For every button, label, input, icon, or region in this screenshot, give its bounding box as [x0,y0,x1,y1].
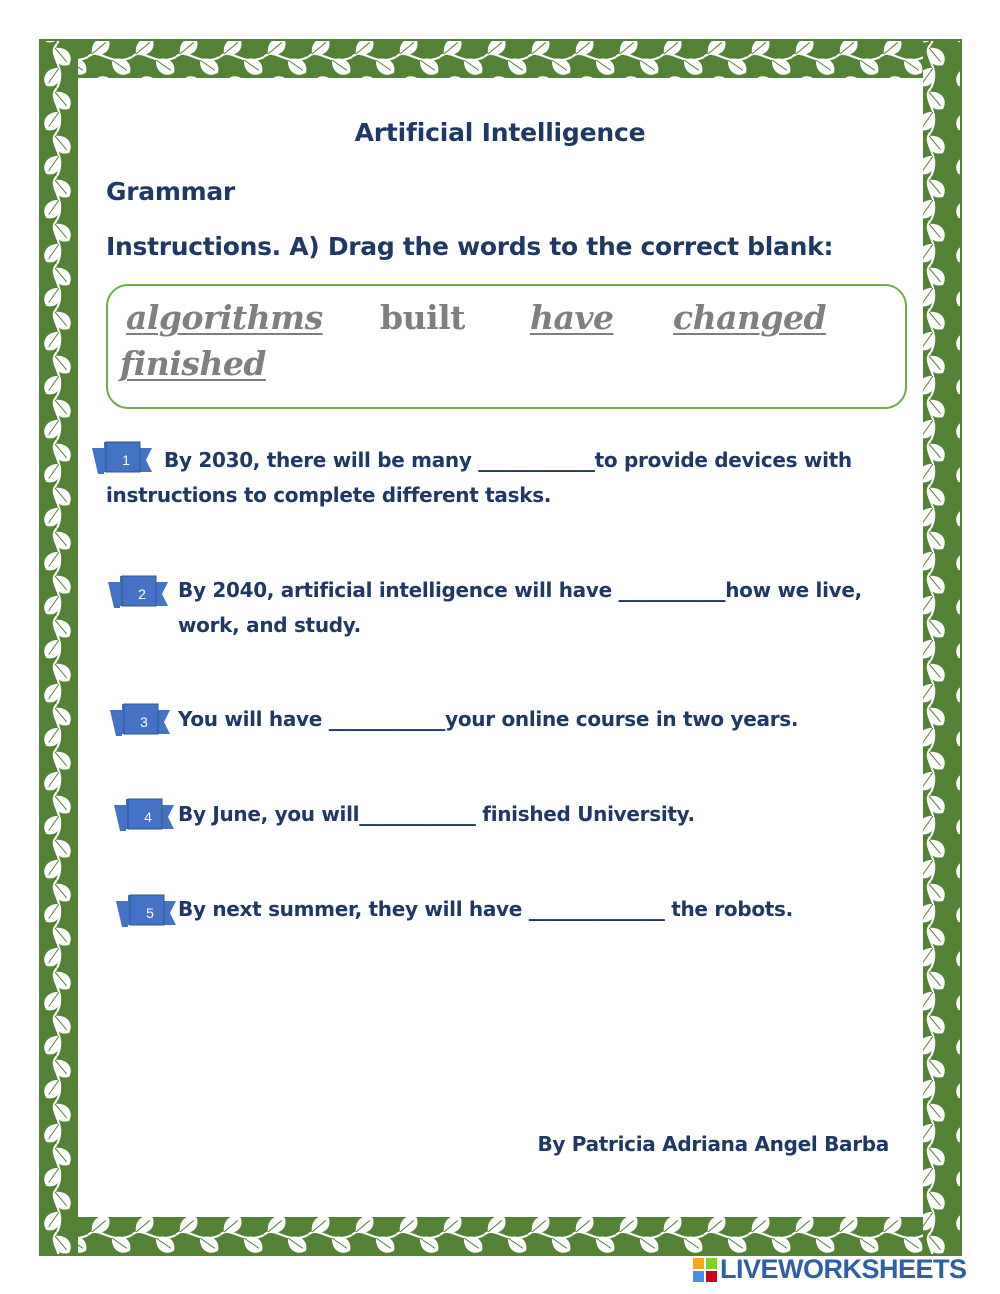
question-2-text-after: how we live, [725,578,862,602]
brand-name: LIVEWORKSHEETS [720,1254,967,1284]
question-number-badge [110,702,170,742]
question-3-line-1 [178,702,798,737]
instructions-text: Instructions. A) Drag the words to the correct blank: [106,232,834,261]
question-1-line-2: instructions to complete different tasks. [106,483,552,507]
question-number-badge [116,893,176,933]
section-heading: Grammar [106,177,235,206]
question-number: 3 [140,714,148,730]
author-credit: By Patricia Adriana Angel Barba [537,1132,889,1156]
draggable-word-algorithms[interactable]: algorithms [126,298,323,337]
question-5-line-1 [178,892,793,927]
question-1-text-after: to provide devices with [594,448,852,472]
question-4-text-after: finished University. [475,802,695,826]
question-1-line-1 [164,443,852,478]
question-5-text-after: the robots. [664,897,793,921]
question-3-text: You will have [178,707,329,731]
liveworksheets-branding[interactable] [692,1254,967,1285]
answer-blank-3[interactable]: ____________ [328,707,446,731]
question-4-line-1 [178,797,695,832]
question-number: 4 [144,809,152,825]
question-2-line-1 [178,573,862,608]
word-bank [106,284,907,409]
question-2-line-2: work, and study. [178,613,361,637]
draggable-word-changed[interactable]: changed [673,298,827,337]
question-number-badge [92,440,152,480]
liveworksheets-logo-icon [692,1257,718,1283]
question-number: 2 [138,586,146,602]
draggable-word-have[interactable]: have [530,298,614,337]
draggable-word-built[interactable]: built [380,298,465,337]
page-title: Artificial Intelligence [354,118,646,147]
answer-blank-2[interactable]: ___________ [618,578,726,602]
answer-blank-1[interactable]: ____________ [478,448,595,472]
draggable-word-finished[interactable]: finished [120,344,266,383]
question-1-text: By 2030, there will be many [164,448,479,472]
answer-blank-5[interactable]: ______________ [528,897,665,921]
question-4-text: By June, you will [178,802,360,826]
question-number-badge [108,574,168,614]
question-number-badge [114,797,174,837]
question-number: 1 [122,452,130,468]
question-5-text: By next summer, they will have [178,897,529,921]
question-3-text-after: your online course in two years. [445,707,799,731]
question-number: 5 [146,905,154,921]
answer-blank-4[interactable]: ____________ [359,802,476,826]
question-2-text: By 2040, artificial intelligence will have [178,578,619,602]
